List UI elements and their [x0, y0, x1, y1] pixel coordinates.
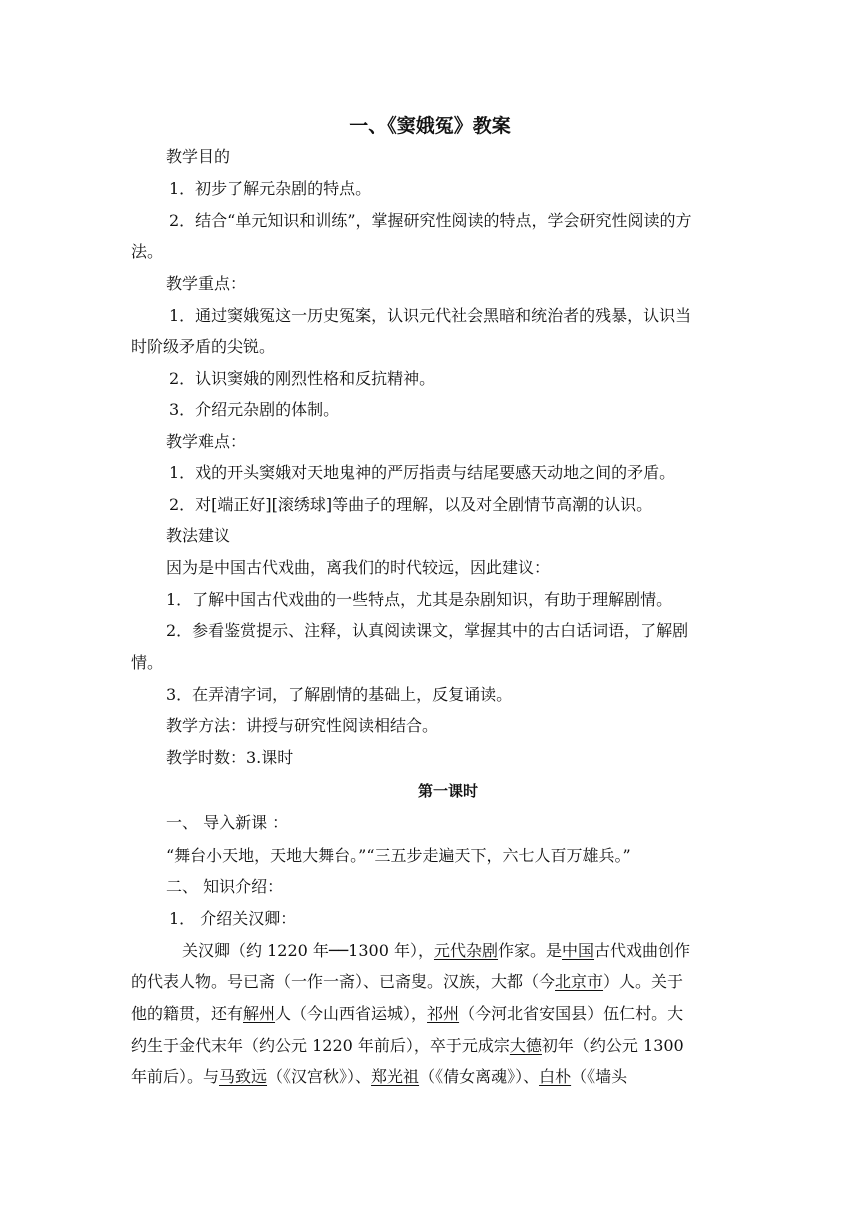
- text-line: 2．结合“单元知识和训练”，掌握研究性阅读的特点，学会研究性阅读的方: [169, 211, 692, 230]
- bio-text: （《墙头: [571, 1067, 628, 1086]
- text-line: 二、 知识介绍：: [166, 877, 284, 896]
- bio-text: 作家。是: [497, 941, 562, 960]
- link-dade[interactable]: 大德: [509, 1036, 542, 1055]
- bio-text: 人（今山西省运城），: [275, 1004, 428, 1023]
- text-line: 时阶级矛盾的尖锐。: [131, 337, 276, 356]
- bio-line: [131, 1004, 683, 1024]
- document-title: 一、《窦娥冤》教案: [349, 115, 511, 137]
- text-line: 教学方法：讲授与研究性阅读相结合。: [166, 716, 439, 735]
- link-china[interactable]: 中国: [562, 941, 595, 960]
- bio-text: （《倩女离魂》）、: [419, 1067, 540, 1086]
- text-line: 1．通过窦娥冤这一历史冤案，认识元代社会黑暗和统治者的残暴，认识当: [169, 306, 692, 325]
- text-line: 2．认识窦娥的刚烈性格和反抗精神。: [169, 369, 436, 388]
- text-line: 法。: [131, 242, 164, 261]
- section-subtitle: 第一课时: [417, 782, 478, 800]
- text-line: 1．初步了解元杂剧的特点。: [169, 179, 372, 198]
- text-line: 2．参看鉴赏提示、注释，认真阅读课文，掌握其中的古白话词语，了解剧: [166, 621, 689, 640]
- text-line: 1． 介绍关汉卿：: [169, 909, 297, 928]
- bio-text: 古代戏曲创作: [594, 941, 691, 960]
- link-bai-pu[interactable]: 白朴: [539, 1067, 572, 1086]
- bio-text: 初年（约公元 1300: [541, 1036, 684, 1055]
- link-yuan-zaju[interactable]: 元代杂剧: [433, 941, 498, 960]
- text-line: 3．介绍元杂剧的体制。: [169, 400, 340, 419]
- bio-text: 约生于金代末年（约公元 1220 年前后），卒于元成宗: [131, 1036, 510, 1055]
- bio-text: 年前后）。与: [131, 1067, 220, 1086]
- link-jiezhou[interactable]: 解州: [243, 1004, 276, 1023]
- link-zheng-guangzu[interactable]: 郑光祖: [371, 1067, 420, 1086]
- bio-line: [131, 972, 683, 992]
- text-line: 教学目的: [166, 147, 231, 166]
- bio-text: 关汉卿（约 1220 年──1300 年），: [182, 941, 434, 960]
- bio-text: 他的籍贯，还有: [131, 1004, 244, 1023]
- text-line: 情。: [131, 653, 164, 672]
- text-line: 教法建议: [166, 526, 231, 545]
- link-beijing[interactable]: 北京市: [555, 972, 604, 991]
- text-line: “舞台小天地，天地大舞台。”“三五步走遍天下，六七人百万雄兵。”: [166, 846, 631, 865]
- text-line: 教学时数：3.课时: [166, 748, 294, 767]
- text-line: 1．戏的开头窦娥对天地鬼神的严厉指责与结尾要感天动地之间的矛盾。: [169, 463, 676, 482]
- bio-line: [182, 941, 690, 961]
- bio-text: 的代表人物。号已斋（一作一斋）、已斋叟。汉族，大都（今: [131, 972, 556, 991]
- bio-line: [131, 1036, 684, 1056]
- text-line: 3．在弄清字词，了解剧情的基础上，反复诵读。: [166, 685, 513, 704]
- text-line: 一、 导入新课 ：: [166, 813, 289, 832]
- text-line: 教学重点：: [166, 274, 247, 293]
- text-line: 教学难点：: [166, 432, 247, 451]
- text-line: 因为是中国古代戏曲，离我们的时代较远，因此建议：: [166, 558, 551, 577]
- bio-text: （今河北省安国县）伍仁村。大: [459, 1004, 684, 1023]
- bio-line: [131, 1067, 627, 1087]
- text-line: 2．对[端正好][滚绣球]等曲子的理解，以及对全剧情节高潮的认识。: [169, 495, 653, 514]
- text-line: 1．了解中国古代戏曲的一些特点，尤其是杂剧知识，有助于理解剧情。: [166, 590, 673, 609]
- bio-text: ）人。关于: [603, 972, 684, 991]
- bio-text: （《汉宫秋》）、: [267, 1067, 372, 1086]
- link-ma-zhiyuan[interactable]: 马致远: [219, 1067, 268, 1086]
- link-qizhou[interactable]: 祁州: [427, 1004, 460, 1023]
